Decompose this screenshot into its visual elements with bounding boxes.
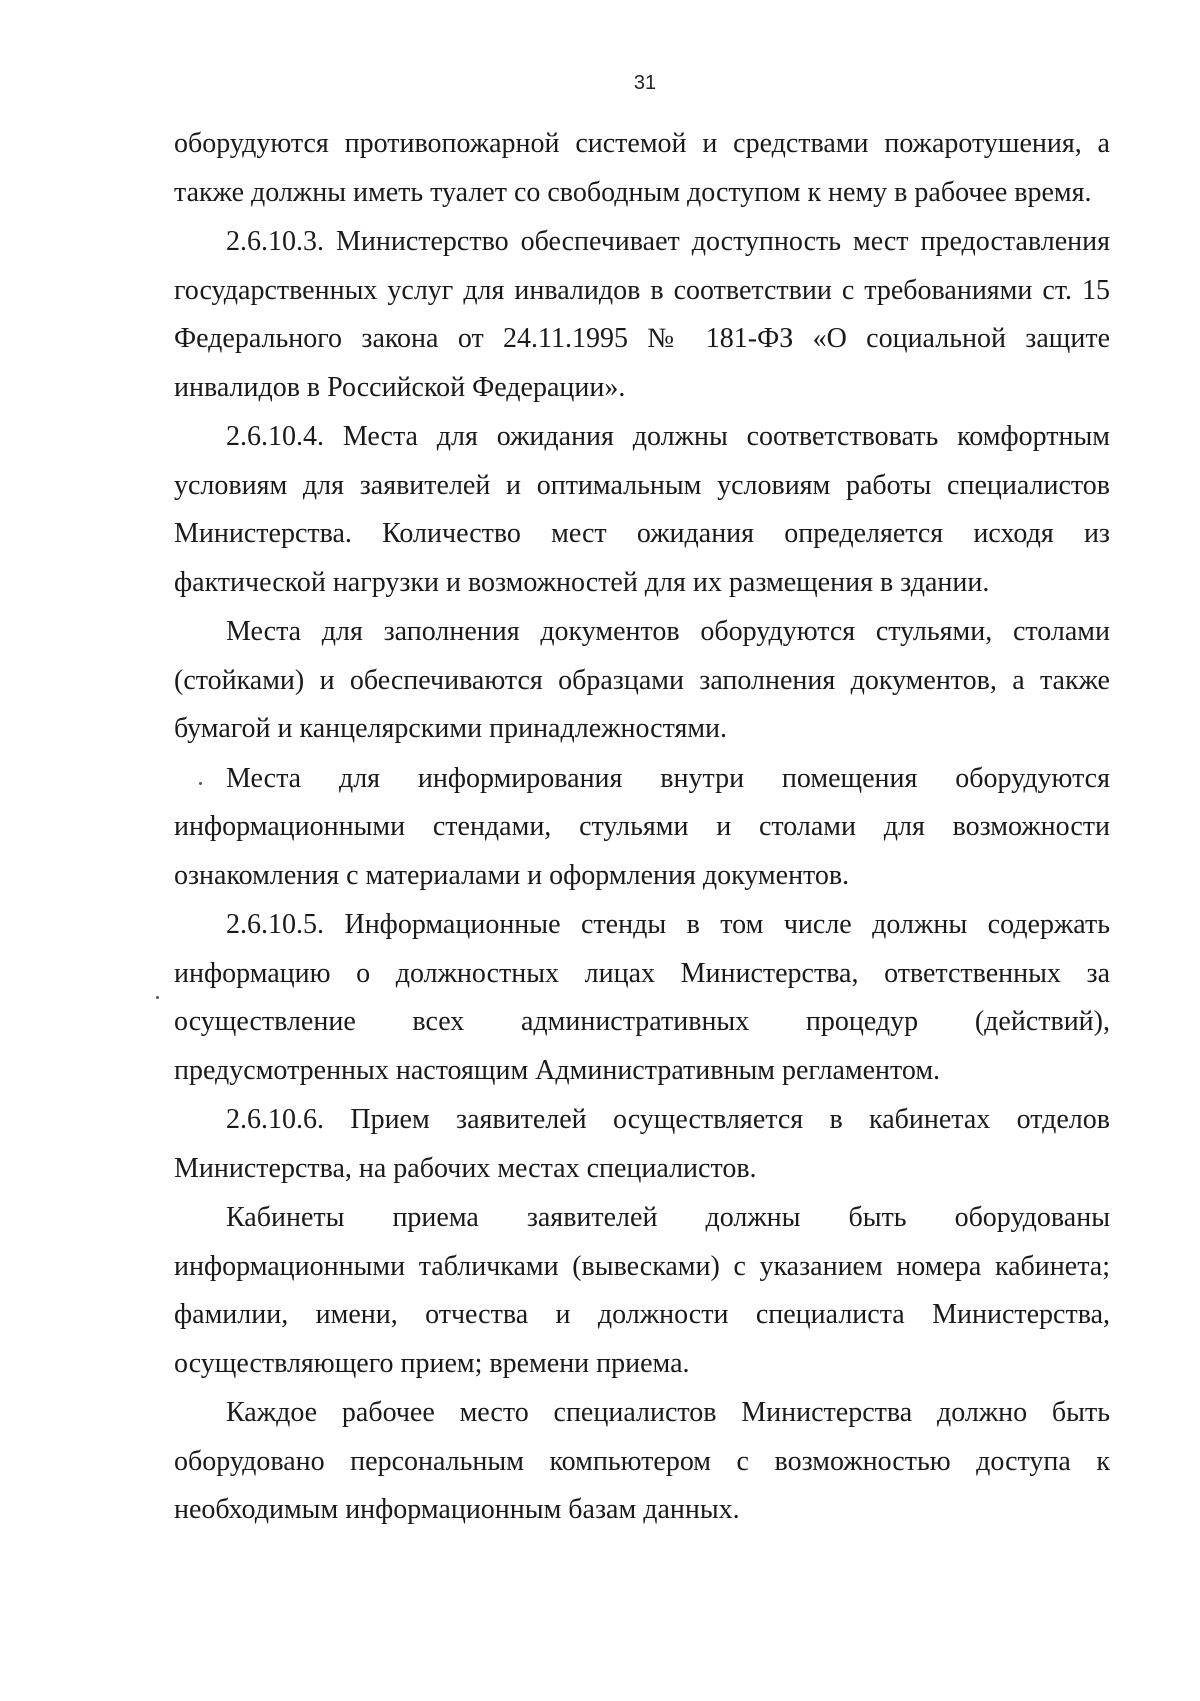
paragraph-2-6-10-4: 2.6.10.4. Места для ожидания должны соответствовать комфортным условиям для заявителей и оптимальным условиям работы специалистов Министерства. Количество мест ожидания определяется исходя из фактической нагрузки и возможностей для их размещения в здании. [174, 421, 1110, 598]
paragraph-continuation: оборудуются противопожарной системой и средствами пожаротушения, а также должны иметь туалет со свободным доступом к нему в рабочее время. [174, 128, 1110, 208]
scan-speck [156, 996, 159, 999]
paragraph-2-6-10-5: 2.6.10.5. Информационные стенды в том числе должны содержать информацию о должностных лицах Министерства, ответственных за осуществление всех административных процедур (действий), предусмотренных настоящим Административным регламентом. [174, 909, 1110, 1086]
paragraph-document-filling-places: Места для заполнения документов оборудуются стульями, столами (стойками) и обеспечиваются образцами заполнения документов, а также бумагой и канцелярскими принадлежностями. [174, 616, 1110, 744]
paragraph-2-6-10-3: 2.6.10.3. Министерство обеспечивает доступность мест предоставления государственных услуг для инвалидов в соответствии с требованиями ст. 15 Федерального закона от 24.11.1995 № 181-ФЗ «О социальной защите инвалидов в Российской Федерации». [174, 226, 1110, 403]
paragraph-reception-rooms: Кабинеты приема заявителей должны быть оборудованы информационными табличками (вывесками) с указанием номера кабинета; фамилии, имени, отчества и должности специалиста Министерства, осуществляющего прием; времени приема. [174, 1202, 1110, 1379]
document-body [174, 120, 1110, 1536]
paragraph-workplaces: Каждое рабочее место специалистов Министерства должно быть оборудовано персональным компьютером с возможностью доступа к необходимым информационным базам данных. [174, 1397, 1110, 1525]
page-number: 31 [633, 72, 657, 94]
paragraph-2-6-10-6: 2.6.10.6. Прием заявителей осуществляется в кабинетах отделов Министерства, на рабочих местах специалистов. [174, 1104, 1110, 1184]
paragraph-information-places: Места для информирования внутри помещения оборудуются информационными стендами, стульями и столами для возможности ознакомления с материалами и оформления документов. [174, 762, 1110, 891]
scan-speck [199, 782, 202, 785]
